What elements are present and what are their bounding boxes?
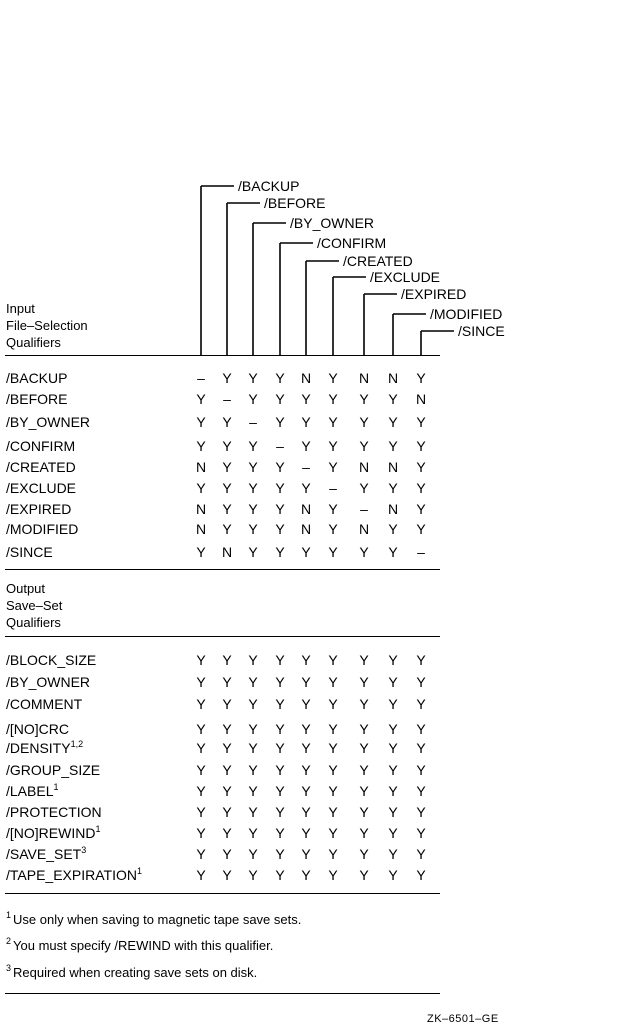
cell-before: –	[223, 391, 231, 407]
cell-backup: Y	[196, 825, 206, 841]
cell-exclude: Y	[328, 501, 338, 517]
cell-created: Y	[301, 438, 311, 454]
row-label	[6, 460, 76, 474]
cell-backup: Y	[196, 740, 206, 756]
footnote-1	[6, 910, 302, 927]
cell-since: Y	[416, 846, 426, 862]
row-label-text: /EXCLUDE	[6, 480, 77, 496]
cell-by-owner: Y	[248, 696, 258, 712]
cell-modified: Y	[388, 480, 398, 496]
cell-confirm: Y	[275, 391, 285, 407]
cell-by-owner: Y	[248, 867, 258, 883]
cell-before: Y	[222, 783, 232, 799]
cell-since: Y	[416, 414, 426, 430]
cell-since: N	[415, 391, 427, 407]
rule-under-header	[5, 355, 440, 356]
cell-before: Y	[222, 740, 232, 756]
footnote-mark: 2	[6, 936, 12, 946]
column-header-created: /CREATED	[343, 253, 413, 269]
cell-modified: Y	[388, 674, 398, 690]
cell-expired: Y	[359, 762, 369, 778]
cell-exclude: Y	[328, 804, 338, 820]
row-label	[6, 805, 102, 819]
cell-expired: N	[358, 521, 370, 537]
cell-modified: N	[387, 459, 399, 475]
cell-expired: Y	[359, 867, 369, 883]
row-label-text: /TAPE_EXPIRATION	[6, 867, 137, 883]
cell-exclude: Y	[328, 740, 338, 756]
cell-created: Y	[301, 825, 311, 841]
cell-modified: Y	[388, 762, 398, 778]
cell-by-owner: Y	[248, 783, 258, 799]
cell-backup: Y	[196, 544, 206, 560]
row-label-text: /EXPIRED	[6, 501, 72, 517]
cell-since: Y	[416, 867, 426, 883]
cell-since: Y	[416, 501, 426, 517]
row-label	[6, 847, 86, 861]
footnote-text: Required when creating save sets on disk.	[13, 965, 258, 980]
cell-backup: N	[195, 459, 207, 475]
cell-backup: Y	[196, 846, 206, 862]
cell-by-owner: Y	[248, 674, 258, 690]
cell-before: Y	[222, 804, 232, 820]
cell-backup: N	[195, 501, 207, 517]
cell-backup: –	[197, 370, 205, 386]
cell-before: Y	[222, 438, 232, 454]
row-label	[6, 415, 90, 429]
cell-since: Y	[416, 674, 426, 690]
row-label-text: /[NO]CRC	[6, 721, 69, 737]
row-label-text: /LABEL	[6, 783, 54, 799]
cell-expired: N	[358, 370, 370, 386]
cell-exclude: Y	[328, 846, 338, 862]
cell-before: Y	[222, 501, 232, 517]
cell-by-owner: Y	[248, 544, 258, 560]
footnote-3	[6, 963, 258, 980]
cell-before: Y	[222, 696, 232, 712]
cell-before: Y	[222, 846, 232, 862]
row-label-text: /SINCE	[6, 544, 53, 560]
cell-since: –	[417, 544, 425, 560]
cell-exclude: Y	[328, 825, 338, 841]
cell-expired: Y	[359, 825, 369, 841]
cell-before: Y	[222, 652, 232, 668]
cell-modified: Y	[388, 696, 398, 712]
cell-before: N	[221, 544, 233, 560]
cell-modified: Y	[388, 391, 398, 407]
column-header-since: /SINCE	[458, 323, 505, 339]
cell-by-owner: Y	[248, 825, 258, 841]
cell-since: Y	[416, 783, 426, 799]
figure-id: ZK–6501–GE	[427, 1013, 499, 1025]
row-label	[6, 763, 100, 777]
cell-expired: Y	[359, 721, 369, 737]
cell-expired: Y	[359, 391, 369, 407]
column-header-confirm: /CONFIRM	[317, 235, 387, 251]
cell-exclude: Y	[328, 521, 338, 537]
cell-confirm: Y	[275, 783, 285, 799]
cell-expired: Y	[359, 804, 369, 820]
cell-created: N	[300, 501, 312, 517]
cell-before: Y	[222, 867, 232, 883]
cell-expired: Y	[359, 846, 369, 862]
cell-by-owner: Y	[248, 391, 258, 407]
row-label-text: /SAVE_SET	[6, 846, 82, 862]
cell-expired: Y	[359, 783, 369, 799]
cell-confirm: Y	[275, 674, 285, 690]
cell-expired: Y	[359, 674, 369, 690]
cell-backup: Y	[196, 674, 206, 690]
cell-by-owner: Y	[248, 501, 258, 517]
cell-exclude: Y	[328, 783, 338, 799]
footnote-mark: 3	[6, 963, 12, 973]
row-label-text: /BEFORE	[6, 391, 68, 407]
cell-modified: Y	[388, 521, 398, 537]
cell-created: –	[302, 459, 310, 475]
cell-before: Y	[222, 762, 232, 778]
footnote-reference: 3	[81, 845, 87, 855]
cell-exclude: Y	[328, 438, 338, 454]
column-header-expired: /EXPIRED	[401, 286, 467, 302]
cell-created: Y	[301, 740, 311, 756]
cell-confirm: Y	[275, 480, 285, 496]
cell-exclude: –	[329, 480, 337, 496]
cell-created: Y	[301, 391, 311, 407]
cell-created: Y	[301, 867, 311, 883]
cell-confirm: Y	[275, 867, 285, 883]
row-label	[6, 502, 71, 516]
cell-by-owner: Y	[248, 740, 258, 756]
cell-since: Y	[416, 370, 426, 386]
row-label-text: /BY_OWNER	[6, 674, 91, 690]
cell-confirm: Y	[275, 825, 285, 841]
footnote-reference: 1,2	[70, 739, 84, 749]
row-label-text: /CONFIRM	[6, 438, 76, 454]
cell-by-owner: Y	[248, 370, 258, 386]
cell-since: Y	[416, 740, 426, 756]
cell-expired: Y	[359, 740, 369, 756]
row-label-text: /MODIFIED	[6, 521, 79, 537]
cell-exclude: Y	[328, 674, 338, 690]
cell-backup: Y	[196, 391, 206, 407]
cell-backup: Y	[196, 783, 206, 799]
footnote-text: Use only when saving to magnetic tape save sets.	[13, 912, 302, 927]
cell-before: Y	[222, 414, 232, 430]
cell-by-owner: Y	[248, 721, 258, 737]
cell-created: Y	[301, 721, 311, 737]
row-label-text: /[NO]REWIND	[6, 825, 96, 841]
cell-by-owner: Y	[248, 652, 258, 668]
cell-confirm: Y	[275, 652, 285, 668]
cell-backup: Y	[196, 696, 206, 712]
cell-exclude: Y	[328, 414, 338, 430]
cell-backup: Y	[196, 762, 206, 778]
cell-backup: Y	[196, 721, 206, 737]
cell-created: Y	[301, 652, 311, 668]
cell-by-owner: Y	[248, 804, 258, 820]
cell-before: Y	[222, 721, 232, 737]
row-label-text: /CREATED	[6, 459, 76, 475]
cell-modified: N	[387, 370, 399, 386]
cell-since: Y	[416, 762, 426, 778]
rule-after-input	[5, 569, 440, 570]
cell-backup: Y	[196, 480, 206, 496]
footnote-mark: 1	[6, 910, 12, 920]
row-label-text: /BY_OWNER	[6, 414, 91, 430]
row-label	[6, 784, 59, 798]
cell-confirm: Y	[275, 762, 285, 778]
cell-created: Y	[301, 674, 311, 690]
cell-confirm: Y	[275, 370, 285, 386]
cell-created: Y	[301, 696, 311, 712]
cell-backup: Y	[196, 804, 206, 820]
column-header-by-owner: /BY_OWNER	[290, 215, 375, 231]
cell-expired: Y	[359, 544, 369, 560]
row-label-text: /BLOCK_SIZE	[6, 652, 97, 668]
cell-before: Y	[222, 674, 232, 690]
row-label	[6, 481, 76, 495]
cell-exclude: Y	[328, 762, 338, 778]
cell-modified: N	[387, 501, 399, 517]
cell-exclude: Y	[328, 391, 338, 407]
footnote-text: You must specify /REWIND with this qualifier.	[13, 938, 274, 953]
footnote-reference: 1	[95, 824, 101, 834]
cell-confirm: Y	[275, 414, 285, 430]
cell-confirm: Y	[275, 459, 285, 475]
cell-since: Y	[416, 438, 426, 454]
cell-expired: Y	[359, 414, 369, 430]
cell-expired: N	[358, 459, 370, 475]
cell-modified: Y	[388, 414, 398, 430]
row-label-text: /GROUP_SIZE	[6, 762, 101, 778]
cell-created: Y	[301, 762, 311, 778]
row-label-text: /COMMENT	[6, 696, 83, 712]
cell-before: Y	[222, 459, 232, 475]
cell-expired: Y	[359, 696, 369, 712]
cell-backup: Y	[196, 652, 206, 668]
cell-exclude: Y	[328, 696, 338, 712]
row-label	[6, 868, 142, 882]
cell-backup: Y	[196, 867, 206, 883]
cell-confirm: Y	[275, 804, 285, 820]
cell-backup: Y	[196, 414, 206, 430]
row-label	[6, 439, 75, 453]
cell-before: Y	[222, 521, 232, 537]
cell-exclude: Y	[328, 459, 338, 475]
cell-since: Y	[416, 521, 426, 537]
cell-modified: Y	[388, 846, 398, 862]
cell-created: Y	[301, 804, 311, 820]
column-header-backup: /BACKUP	[238, 178, 300, 194]
row-label	[6, 697, 82, 711]
cell-before: Y	[222, 825, 232, 841]
cell-modified: Y	[388, 783, 398, 799]
cell-by-owner: Y	[248, 846, 258, 862]
row-label	[6, 392, 67, 406]
cell-expired: –	[360, 501, 368, 517]
cell-modified: Y	[388, 740, 398, 756]
row-label	[6, 741, 83, 755]
output-section-title: Output Save–Set Qualifiers	[6, 581, 63, 630]
cell-backup: Y	[196, 438, 206, 454]
row-label	[6, 522, 78, 536]
rule-after-output-title	[5, 636, 440, 637]
cell-confirm: Y	[275, 846, 285, 862]
cell-since: Y	[416, 652, 426, 668]
cell-since: Y	[416, 459, 426, 475]
cell-since: Y	[416, 825, 426, 841]
cell-created: Y	[301, 544, 311, 560]
column-header-modified: /MODIFIED	[430, 306, 503, 322]
cell-exclude: Y	[328, 721, 338, 737]
cell-created: Y	[301, 846, 311, 862]
cell-confirm: Y	[275, 544, 285, 560]
cell-confirm: Y	[275, 696, 285, 712]
footnote-reference: 1	[53, 782, 59, 792]
cell-by-owner: Y	[248, 438, 258, 454]
cell-confirm: Y	[275, 721, 285, 737]
cell-expired: Y	[359, 652, 369, 668]
cell-modified: Y	[388, 825, 398, 841]
cell-modified: Y	[388, 721, 398, 737]
cell-since: Y	[416, 804, 426, 820]
cell-exclude: Y	[328, 544, 338, 560]
cell-created: Y	[301, 414, 311, 430]
cell-created: N	[300, 521, 312, 537]
cell-created: N	[300, 370, 312, 386]
rule-before-footnotes	[5, 893, 440, 894]
row-label	[6, 826, 100, 840]
cell-confirm: Y	[275, 501, 285, 517]
column-header-before: /BEFORE	[264, 195, 326, 211]
row-label	[6, 545, 53, 559]
cell-by-owner: –	[249, 414, 257, 430]
footnote-reference: 1	[136, 866, 142, 876]
cell-since: Y	[416, 696, 426, 712]
input-section-title: Input File–Selection Qualifiers	[6, 301, 88, 350]
row-label-text: /PROTECTION	[6, 804, 102, 820]
footnote-2	[6, 936, 274, 953]
cell-since: Y	[416, 480, 426, 496]
row-label	[6, 722, 69, 736]
cell-backup: N	[195, 521, 207, 537]
cell-exclude: Y	[328, 370, 338, 386]
row-label	[6, 371, 67, 385]
cell-expired: Y	[359, 438, 369, 454]
cell-before: Y	[222, 480, 232, 496]
rule-after-footnotes	[5, 993, 440, 994]
cell-exclude: Y	[328, 867, 338, 883]
cell-by-owner: Y	[248, 521, 258, 537]
cell-created: Y	[301, 783, 311, 799]
cell-confirm: Y	[275, 521, 285, 537]
cell-by-owner: Y	[248, 480, 258, 496]
cell-since: Y	[416, 721, 426, 737]
cell-by-owner: Y	[248, 459, 258, 475]
cell-exclude: Y	[328, 652, 338, 668]
cell-confirm: –	[276, 438, 284, 454]
row-label	[6, 653, 96, 667]
cell-confirm: Y	[275, 740, 285, 756]
cell-by-owner: Y	[248, 762, 258, 778]
cell-expired: Y	[359, 480, 369, 496]
cell-created: Y	[301, 480, 311, 496]
cell-modified: Y	[388, 804, 398, 820]
row-label-text: /BACKUP	[6, 370, 68, 386]
cell-modified: Y	[388, 867, 398, 883]
column-header-exclude: /EXCLUDE	[370, 269, 441, 285]
row-label-text: /DENSITY	[6, 740, 71, 756]
cell-modified: Y	[388, 544, 398, 560]
cell-before: Y	[222, 370, 232, 386]
cell-modified: Y	[388, 652, 398, 668]
row-label	[6, 675, 90, 689]
cell-modified: Y	[388, 438, 398, 454]
